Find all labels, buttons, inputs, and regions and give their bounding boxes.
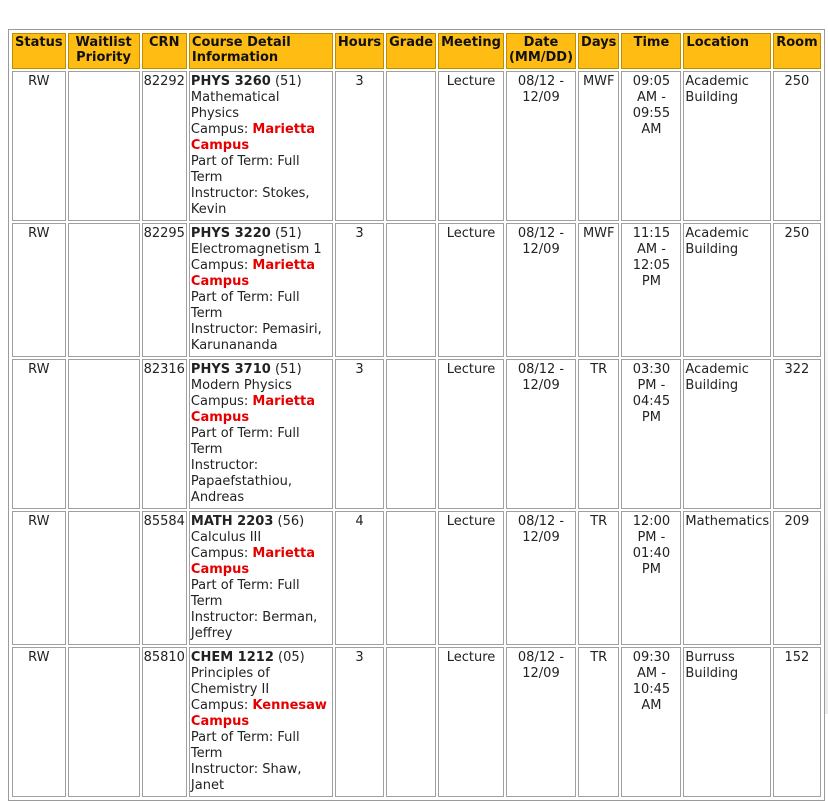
part-of-term-value: Full Term [190, 578, 300, 609]
days-cell: MWF [578, 71, 619, 221]
instructor-name: Berman, Jeffrey [190, 610, 318, 641]
date-cell: 08/12 - 12/09 [506, 71, 576, 221]
crn-cell: 85584 [142, 511, 187, 645]
meeting-cell: Lecture [438, 359, 504, 509]
hours-cell: 3 [335, 359, 384, 509]
time-cell: 12:00 PM - 01:40 PM [621, 511, 681, 645]
table-row [12, 359, 821, 509]
grade-cell [386, 359, 436, 509]
course-code: PHYS 3710 [190, 362, 271, 377]
date-cell: 08/12 - 12/09 [506, 359, 576, 509]
date-cell: 08/12 - 12/09 [506, 511, 576, 645]
room-cell: 250 [773, 223, 820, 357]
instructor-label: Instructor: [190, 762, 263, 777]
table-row [12, 71, 821, 221]
status-cell: RW [12, 223, 66, 357]
waitlist-cell [68, 511, 140, 645]
course-detail-cell [189, 511, 333, 645]
course-detail-cell [189, 223, 333, 357]
campus-name: Marietta Campus [190, 394, 316, 425]
location-cell: Academic Building [683, 223, 771, 357]
campus-label: Campus: [190, 698, 253, 713]
course-detail-cell [189, 359, 333, 509]
days-cell: TR [578, 359, 619, 509]
location-cell: Burruss Building [683, 647, 771, 797]
course-title: Calculus III [190, 530, 262, 545]
campus-label: Campus: [190, 258, 253, 273]
course-title: Mathematical Physics [190, 90, 280, 121]
header-time: Time [621, 33, 681, 69]
date-cell: 08/12 - 12/09 [506, 647, 576, 797]
schedule-table-container [8, 29, 825, 801]
course-detail-cell [189, 71, 333, 221]
crn-cell: 82316 [142, 359, 187, 509]
part-of-term-value: Full Term [190, 154, 300, 185]
course-section: (51) [274, 362, 302, 377]
course-section: (56) [277, 514, 305, 529]
location-cell: Mathematics [683, 511, 771, 645]
campus-label: Campus: [190, 546, 253, 561]
header-date: Date (MM/DD) [506, 33, 576, 69]
time-cell: 09:30 AM - 10:45 AM [621, 647, 681, 797]
header-hours: Hours [335, 33, 384, 69]
instructor-name: Stokes, Kevin [190, 186, 310, 217]
instructor-label: Instructor: [190, 186, 263, 201]
instructor-label: Instructor: [190, 458, 259, 473]
campus-label: Campus: [190, 394, 253, 409]
waitlist-cell [68, 359, 140, 509]
part-of-term-label: Part of Term: [190, 730, 278, 745]
location-cell: Academic Building [683, 359, 771, 509]
time-cell: 03:30 PM - 04:45 PM [621, 359, 681, 509]
course-code: MATH 2203 [190, 514, 274, 529]
header-room: Room [773, 33, 820, 69]
campus-name: Kennesaw Campus [190, 698, 327, 729]
header-waitlist-priority: Waitlist Priority [68, 33, 140, 69]
campus-name: Marietta Campus [190, 122, 316, 153]
course-title: Principles of Chemistry II [190, 666, 270, 697]
campus-name: Marietta Campus [190, 258, 316, 289]
grade-cell [386, 223, 436, 357]
waitlist-cell [68, 223, 140, 357]
header-meeting: Meeting [438, 33, 504, 69]
status-cell: RW [12, 71, 66, 221]
room-cell: 152 [773, 647, 820, 797]
part-of-term-label: Part of Term: [190, 290, 278, 305]
table-row [12, 223, 821, 357]
part-of-term-label: Part of Term: [190, 154, 278, 169]
status-cell: RW [12, 359, 66, 509]
grade-cell [386, 647, 436, 797]
header-crn: CRN [142, 33, 187, 69]
meeting-cell: Lecture [438, 511, 504, 645]
days-cell: MWF [578, 223, 619, 357]
meeting-cell: Lecture [438, 71, 504, 221]
room-cell: 209 [773, 511, 820, 645]
header-course-detail: Course Detail Information [189, 33, 333, 69]
hours-cell: 4 [335, 511, 384, 645]
meeting-cell: Lecture [438, 647, 504, 797]
location-cell: Academic Building [683, 71, 771, 221]
part-of-term-value: Full Term [190, 426, 300, 457]
header-days: Days [578, 33, 619, 69]
campus-name: Marietta Campus [190, 546, 316, 577]
hours-cell: 3 [335, 71, 384, 221]
part-of-term-value: Full Term [190, 290, 300, 321]
status-cell: RW [12, 647, 66, 797]
crn-cell: 82295 [142, 223, 187, 357]
meeting-cell: Lecture [438, 223, 504, 357]
days-cell: TR [578, 647, 619, 797]
grade-cell [386, 511, 436, 645]
instructor-label: Instructor: [190, 610, 263, 625]
course-code: CHEM 1212 [190, 650, 274, 665]
crn-cell: 82292 [142, 71, 187, 221]
course-title: Modern Physics [190, 378, 292, 393]
course-section: (51) [274, 74, 302, 89]
waitlist-cell [68, 71, 140, 221]
room-cell: 322 [773, 359, 820, 509]
table-row [12, 511, 821, 645]
time-cell: 09:05 AM - 09:55 AM [621, 71, 681, 221]
schedule-table [10, 31, 823, 799]
header-location: Location [683, 33, 771, 69]
schedule-rows [12, 71, 821, 797]
course-section: (51) [274, 226, 302, 241]
header-grade: Grade [386, 33, 436, 69]
course-code: PHYS 3260 [190, 74, 271, 89]
part-of-term-label: Part of Term: [190, 578, 278, 593]
room-cell: 250 [773, 71, 820, 221]
status-cell: RW [12, 511, 66, 645]
part-of-term-value: Full Term [190, 730, 300, 761]
instructor-label: Instructor: [190, 322, 263, 337]
hours-cell: 3 [335, 223, 384, 357]
grade-cell [386, 71, 436, 221]
part-of-term-label: Part of Term: [190, 426, 278, 441]
course-detail-cell [189, 647, 333, 797]
instructor-name: Shaw, Janet [190, 762, 302, 793]
campus-label: Campus: [190, 122, 253, 137]
crn-cell: 85810 [142, 647, 187, 797]
hours-cell: 3 [335, 647, 384, 797]
instructor-name: Papaefstathiou, Andreas [190, 474, 293, 505]
course-code: PHYS 3220 [190, 226, 271, 241]
date-cell: 08/12 - 12/09 [506, 223, 576, 357]
time-cell: 11:15 AM - 12:05 PM [621, 223, 681, 357]
days-cell: TR [578, 511, 619, 645]
header-status: Status [12, 33, 66, 69]
instructor-name: Pemasiri, Karunananda [190, 322, 322, 353]
course-section: (05) [278, 650, 305, 665]
course-title: Electromagnetism 1 [190, 242, 322, 257]
waitlist-cell [68, 647, 140, 797]
table-row [12, 647, 821, 797]
header-row [12, 33, 821, 69]
